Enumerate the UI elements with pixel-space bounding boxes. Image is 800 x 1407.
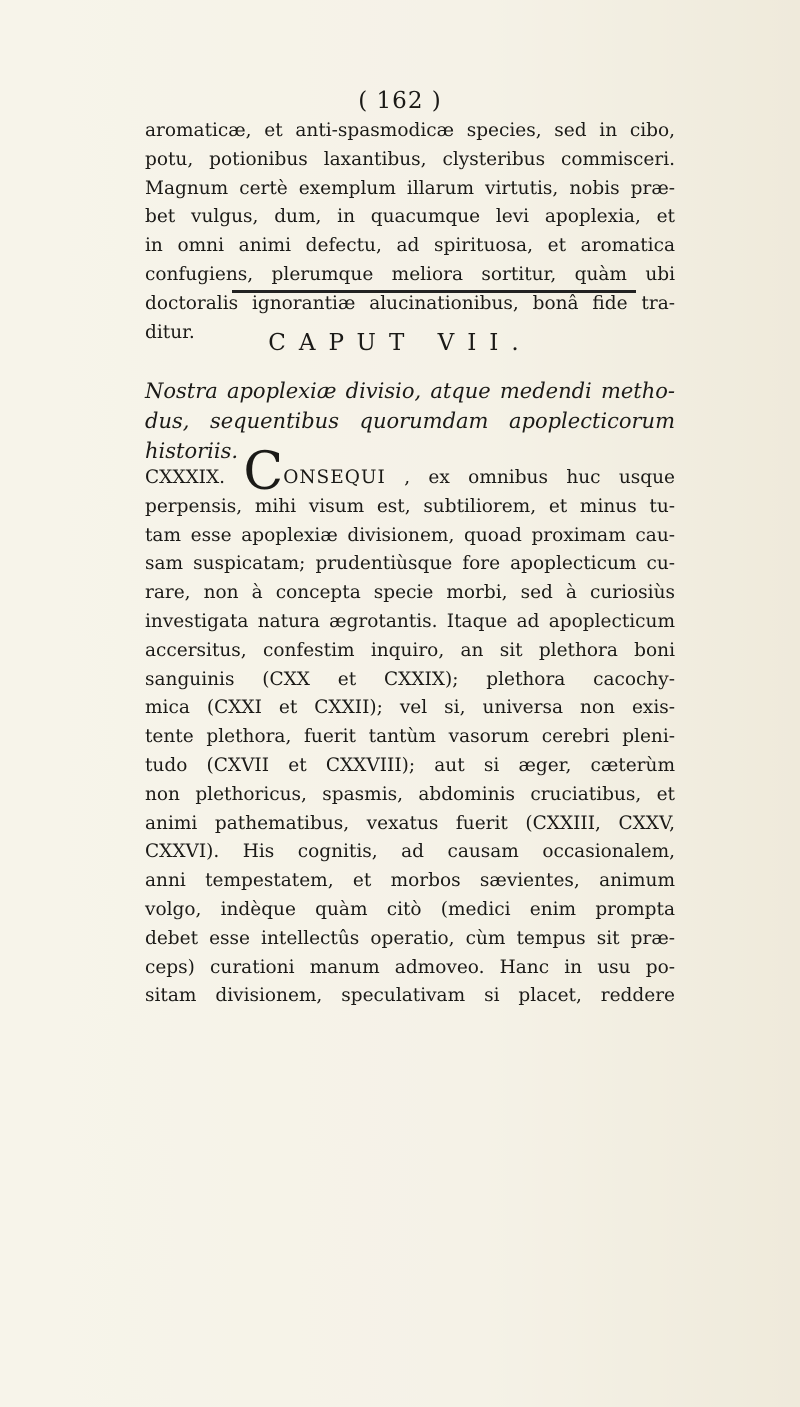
text-line: investigata natura ægrotantis. Itaque ad apoplecticum	[145, 610, 675, 632]
text-line: sitam divisionem, speculativam si placet, reddere	[145, 985, 675, 1007]
text-line: debet esse intellectûs operatio, cùm tempus sit præ-	[145, 927, 675, 949]
text-line: non plethoricus, spasmis, abdominis cruciatibus, et	[145, 783, 675, 805]
section-divider	[232, 290, 636, 293]
text-line: accersitus, confestim inquiro, an sit plethora boni	[145, 639, 675, 661]
chapter-subtitle	[145, 376, 675, 466]
intro-paragraph	[145, 117, 675, 347]
first-word: ONSEQUI	[283, 467, 386, 488]
text-line: CXXVI). His cognitis, ad causam occasionalem,	[145, 841, 675, 863]
subtitle-line: Nostra apoplexiæ divisio, atque medendi metho-	[145, 379, 675, 403]
section-number: CXXXIX.	[145, 467, 226, 488]
text-line: rare, non à concepta specie morbi, sed à curiosiùs	[145, 582, 675, 604]
text-line: in omni animi defectu, ad spirituosa, et aromatica	[145, 235, 675, 257]
text-line: tudo (CXVII et CXXVIII); aut si æger, cæterùm	[145, 754, 675, 776]
text-line: ceps) curationi manum admoveo. Hanc in usu po-	[145, 956, 675, 978]
text-line: doctoralis ignorantiæ alucinationibus, bonâ fide tra-	[145, 292, 675, 314]
text-line: tam esse apoplexiæ divisionem, quoad proximam cau-	[145, 524, 675, 546]
text-line: tente plethora, fuerit tantùm vasorum cerebri pleni-	[145, 726, 675, 748]
subtitle-line: historiis.	[145, 439, 239, 463]
text-line: mica (CXXI et CXXII); vel si, universa non exis-	[145, 697, 675, 719]
text-line: perpensis, mihi visum est, subtiliorem, et minus tu-	[145, 495, 675, 517]
text-line: aromaticæ, et anti-spasmodicæ species, sed in cibo,	[145, 120, 675, 141]
text-line: Magnum certè exemplum illarum virtutis, nobis præ-	[145, 177, 675, 199]
first-line-rest: , ex omnibus huc usque	[404, 467, 675, 488]
text-line: anni tempestatem, et morbos sævientes, animum	[145, 870, 675, 892]
drop-cap: C	[243, 442, 284, 502]
text-line: volgo, indèque quàm citò (medici enim prompta	[145, 898, 675, 920]
text-line: animi pathematibus, vexatus fuerit (CXXIII, CXXV,	[145, 812, 675, 834]
text-line: confugiens, plerumque meliora sortitur, quàm ubi	[145, 263, 675, 285]
text-line: potu, potionibus laxantibus, clysteribus commisceri.	[145, 148, 675, 170]
chapter-title: CAPUT VII.	[268, 330, 532, 356]
text-line: ditur.	[145, 321, 195, 343]
text-line: bet vulgus, dum, in quacumque levi apoplexia, et	[145, 206, 675, 228]
page-number: ( 162 )	[358, 88, 442, 114]
subtitle-line: dus, sequentibus quorumdam apoplecticorum	[145, 409, 675, 433]
text-line: sanguinis (CXX et CXXIX); plethora cacochy-	[145, 668, 675, 690]
text-line: sam suspicatam; prudentiùsque fore apoplecticum cu-	[145, 553, 675, 575]
